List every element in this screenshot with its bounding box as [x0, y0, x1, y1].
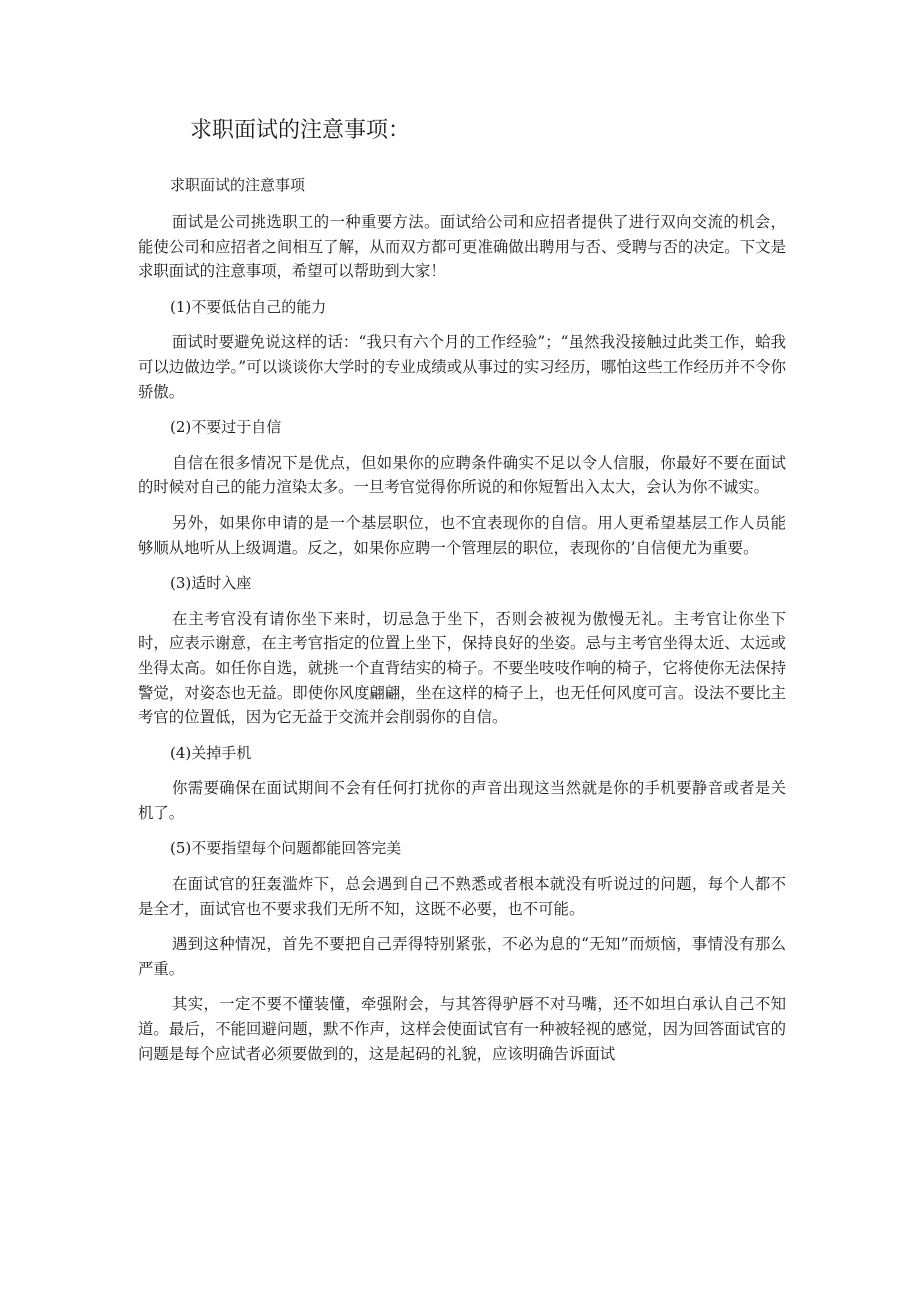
- paragraph: 你需要确保在面试期间不会有任何打扰你的声音出现这当然就是你的手机要静音或者是关机了。: [138, 779, 786, 822]
- section-heading-2: (2)不要过于自信: [170, 418, 282, 437]
- document-body: [138, 172, 786, 1077]
- document-title: 求职面试的注意事项：: [190, 118, 411, 143]
- paragraph: 面试时要避免说这样的话：“我只有六个月的工作经验”；“虽然我没接触过此类工作，蛤我可以边做边学。”可以谈谈你大学时的专业成绩或从事过的实习经历，哪怕这些工作经历并不令你骄傲。: [138, 333, 786, 401]
- paragraph: 遇到这种情况，首先不要把自己弄得特别紧张，不必为息的“无知”而烦恼，事情没有那么严重。: [138, 935, 786, 978]
- section-heading-4: (4)关掉手机: [170, 743, 252, 762]
- intro-paragraph: 面试是公司挑选职工的一种重要方法。面试给公司和应招者提供了进行双向交流的机会，能使公司和应招者之间相互了解，从而双方都可更准确做出聘用与否、受聘与否的决定。下文是求职面试的注意事项，希望可以帮助到大家！: [138, 213, 786, 281]
- section-heading-1: (1)不要低估自己的能力: [170, 297, 327, 316]
- paragraph: 自信在很多情况下是优点，但如果你的应聘条件确实不足以令人信服，你最好不要在面试的时候对自己的能力渲染太多。一旦考官觉得你所说的和你短暂出入太大，会认为你不诚实。: [138, 453, 786, 497]
- paragraph: 其实，一定不要不懂装懂，牵强附会，与其答得驴唇不对马嘴，还不如坦白承认自己不知道。最后，不能回避问题，默不作声，这样会使面试官有一种被轻视的感觉，因为回答面试官的问题是每个应试者必须要做到的，这是起码的礼貌，应该明确告诉面试: [138, 995, 786, 1063]
- paragraph: 在面试官的狂轰滥炸下，总会遇到自己不熟悉或者根本就没有听说过的问题，每个人都不是全才，面试官也不要求我们无所不知，这既不必要，也不可能。: [138, 875, 786, 918]
- section-heading-3: (3)适时入座: [170, 574, 252, 593]
- section-heading-5: (5)不要指望每个问题都能回答完美: [170, 839, 402, 858]
- document-subtitle: 求职面试的注意事项: [170, 176, 306, 194]
- paragraph: 另外，如果你申请的是一个基层职位，也不宜表现你的自信。用人更希望基层工作人员能够顺从地听从上级调遣。反之，如果你应聘一个管理层的职位，表现你的’自信便尤为重要。: [138, 513, 786, 557]
- paragraph: 在主考官没有请你坐下来时，切忌急于坐下，否则会被视为傲慢无礼。主考官让你坐下时，应表示谢意，在主考官指定的位置上坐下，保持良好的坐姿。忌与主考官坐得太近、太远或坐得太高。如任你自选，就挑一个直背结实的椅子。不要坐吱吱作响的椅子，它将使你无法保持警觉，对姿态也无益。即使你风度翩翩，坐在这样的椅子上，也无任何风度可言。设法不要比主考官的位置低，因为它无益于交流并会削弱你的自信。: [138, 609, 786, 727]
